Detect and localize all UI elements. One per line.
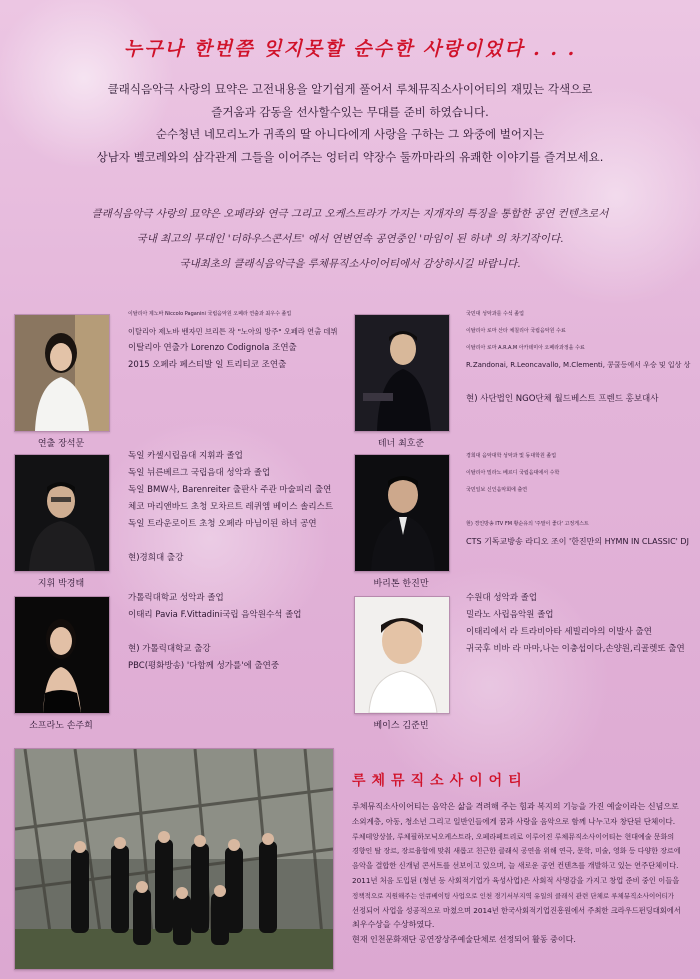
bio-line: 이탈리아 로마 A.R.A.M 아카데미아 오페라과정을 수료 [466,345,585,351]
troupe-line: 루체테앙상블, 루체필하모닉오케스트라, 오페라페트리로 이루어진 루체뮤직소사이어티는 현대예술 문화의 [352,832,675,841]
conductor-caption: 지휘 박경태 [37,579,85,589]
bass-photo [354,596,450,714]
intro-line: 즐거움과 감동을 선사할수있는 무대를 준비 하였습니다. [211,104,489,119]
director-photo [14,314,110,432]
troupe-line: 음악을 결합한 신개념 콘서트를 선보이고 있으며, 늘 새로운 공연 컨텐츠를 개발하고 있는 연주단체이다. [352,861,679,871]
handwritten-line: 클래식음악극 사랑의 묘약은 오페라와 연극 그리고 오케스트라가 가지는 지개자의 특징을 통합한 공연 컨텐츠로서 [91,208,609,220]
troupe-line: 경향인 탈 장르, 장르융합에 맞춰 새롭고 친근한 클래식 공연을 위해 연극, 문학, 미술, 영화 등 다양한 장르에 [352,847,681,856]
bio-line: 현) 경인방송 ITV FM 황순유의 '주말이 좋다' 고정게스트 [466,521,589,527]
handwritten-line: 국내 최고의 무대인 '더하우스콘서트' 에서 연변연속 공연중인 '마임이 된 하녀' 의 차기작이다. [136,233,564,245]
bio-line: CTS 기독교방송 라디오 조이 '한진만의 HYMN IN CLASSIC' DJ [466,537,689,546]
soprano-bio [128,590,302,675]
bass-bio [466,590,685,658]
bio-line: 이탈리아 밀라노 베르디 국립음대에서 수학 [466,470,560,476]
bio-line: 국민대 성악과를 수석 졸업 [466,311,524,317]
troupe-line: 최우수상을 수상하였다. [352,920,435,930]
tenor-bio [466,306,690,408]
bass-caption: 베이스 김준빈 [373,721,429,731]
bio-line: R.Zandonai, R.Leoncavallo, M.Clementi, 콩쿨등에서 우승 및 입상 상 [466,361,691,369]
bio-line: 밀라노 사립음악원 졸업 [466,610,554,620]
bio-line: 현)경희대 출강 [128,553,184,563]
baritone-bio [466,448,689,550]
bio-line: 이태리에서 라 트라비아타 세빌리아의 이발사 출연 [466,627,652,637]
bio-line: 독일 뉘른베르그 국립음대 성악과 졸업 [128,468,271,478]
bio-line: 체코 마리앤바드 초청 모차르트 레퀴엠 베이스 솔리스트 [128,502,334,512]
bio-line: PBC(평화방송) '다함께 성가를'에 출연중 [128,661,280,671]
bio-line [466,374,690,391]
handwritten-line: 국내최초의 클래식음악극을 루체뮤직소사이어티에서 감상하시길 바랍니다. [179,258,521,270]
soprano-photo [14,596,110,714]
bio-line: 경희대 음악대학 성악과 및 동대학원 졸업 [466,453,557,459]
troupe-line: 소외계층, 아동, 청소년 그리고 일반인들에게 꿈과 사랑을 음악으로 함께 나누고자 창단된 단체이다. [352,816,676,826]
troupe-line: 선정되어 사업을 성공적으로 마쳤으며 2014년 한국사회적기업진흥원에서 주최한 크라우드펀딩대회에서 [352,905,681,915]
group-photo [14,748,334,970]
director-bio [128,306,338,374]
director-caption: 연출 장석문 [37,439,85,449]
bio-line [128,624,302,641]
conductor-bio [128,448,333,567]
bio-line: 이탈리아 제노바 Niccolo Paganini 국립음악원 오페라 연출과 최우수 졸업 [128,311,292,317]
intro-text [80,78,620,168]
tenor-caption: 테너 최호준 [377,439,425,449]
handwritten-text [60,202,640,277]
bio-line: 가톨릭대학교 성악과 졸업 [128,593,224,603]
bio-line: 독일 트라운로이트 초청 오페라 마님이된 하녀 공연 [128,519,317,529]
troupe-line: 정책적으로 지원해주는 인큐베이팅 사업으로 인천 경기서부지역 유일의 클래식 관련 단체로 루체뮤직소사이어티가 [352,891,675,900]
bio-line: 독일 카셀시립음대 지휘과 졸업 [128,451,243,461]
troupe-description [352,800,682,948]
bio-line: 수원대 성악과 졸업 [466,593,538,603]
bio-line: 현) 가톨릭대학교 출강 [128,644,211,654]
intro-line: 상남자 벨코레와의 삼각관계 그들을 이어주는 엉터리 약장수 둘까마라의 유쾌한 이야기를 즐겨보세요. [96,149,604,164]
bio-line: 독일 BMW사, Barenreiter 출판사 주관 마술피리 출연 [128,485,332,495]
tagline: 누구나 한번쯤 잊지못할 순수한 사랑이었다 . . . [123,38,577,60]
bio-line: 이탈리아 제노바 벤자민 브리튼 작 "노아의 방주" 오페라 연출 데뷔 [128,327,338,336]
intro-line: 클래식음악극 사랑의 묘약은 고전내용을 알기쉽게 풀어서 루체뮤직소사이어티의 재밌는 각색으로 [107,82,593,96]
baritone-caption: 바리톤 한진만 [373,579,429,589]
intro-line: 순수청년 네모리노가 귀족의 딸 아니다에게 사랑을 구하는 그 와중에 벌어지는 [155,127,545,141]
bio-line: 국민일보 신인음악회에 출연 [466,487,528,493]
troupe-line: 현재 인천문화재단 공연장상주예술단체로 선정되어 활동 중이다. [352,935,576,945]
bio-line: 2015 오페라 페스티발 일 트리티코 조연출 [128,360,287,370]
bio-line: 이탈리아 연출가 Lorenzo Codignola 조연출 [128,343,297,353]
bio-line: 이탈리아 로마 산타 체칠리아 국립음악원 수료 [466,328,566,334]
bio-line: 이태리 Pavia F.Vittadini국립 음악원수석 졸업 [128,610,302,620]
bio-line [128,533,333,550]
troupe-line: 루체뮤직소사이어티는 음악은 삶을 격려해 주는 힘과 복지의 기능을 가진 예술이라는 신념으로 [352,802,679,811]
soprano-caption: 소프라노 손주희 [29,721,93,731]
baritone-photo [354,454,450,572]
bio-line: 귀국후 비바 라 마마,나는 이충섭이다,손양원,리골렛또 출연 [466,644,685,654]
troupe-line: 2011년 처음 도입된 (청년 등 사회적기업가 육성사업)은 사회적 사명감을 가지고 창업 준비 중인 이들을 [352,875,680,885]
tenor-photo [354,314,450,432]
bio-line: 현) 사단법인 NGO단체 월드베스트 프렌드 홍보대사 [466,394,659,404]
bio-line [466,499,689,516]
troupe-title: 루체뮤직소사이어티 [352,773,528,789]
conductor-photo [14,454,110,572]
